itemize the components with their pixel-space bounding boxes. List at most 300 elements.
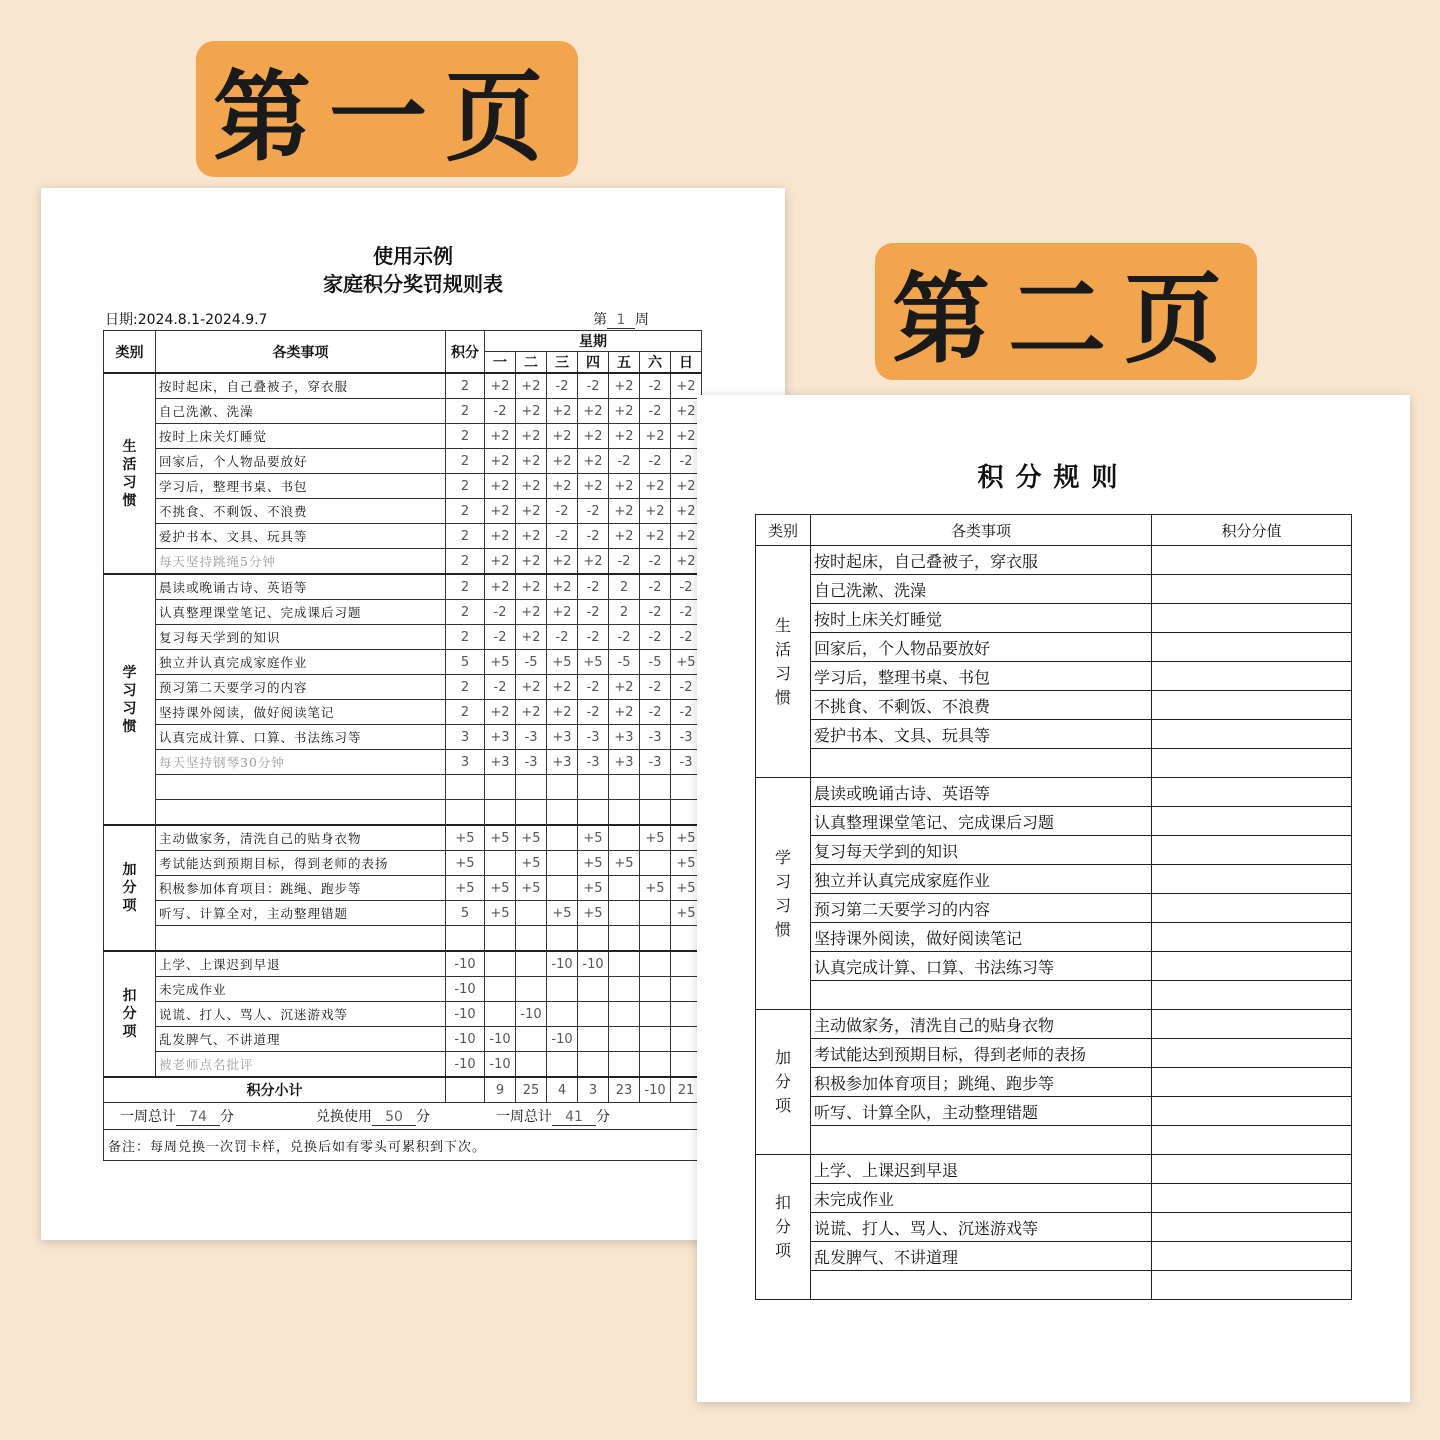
day-score-cell: -2 [640, 600, 671, 625]
score-table [103, 330, 702, 1161]
summary-row [104, 1103, 702, 1130]
rules-row [756, 1097, 1352, 1126]
day-score-cell: +5 [547, 650, 578, 675]
day-score-cell: +2 [609, 424, 640, 449]
day-score-cell: +2 [578, 549, 609, 575]
day-score-cell [609, 1002, 640, 1027]
day-score-cell: +5 [485, 901, 516, 926]
day-score-cell: +2 [485, 700, 516, 725]
points-cell: 3 [446, 725, 485, 750]
item-cell: 听写、计算全对，主动整理错题 [156, 901, 446, 926]
day-score-cell: +5 [578, 650, 609, 675]
rules-value-cell [1152, 1010, 1352, 1039]
day-score-cell: -2 [640, 373, 671, 399]
header-week: 星期 [485, 331, 702, 352]
points-cell: 2 [446, 700, 485, 725]
day-score-cell [516, 775, 547, 800]
day-score-cell: +3 [485, 725, 516, 750]
day-score-cell: -3 [578, 750, 609, 775]
day-score-cell: +2 [640, 424, 671, 449]
points-cell: 2 [446, 424, 485, 449]
day-score-cell: -5 [609, 650, 640, 675]
rules-table [755, 514, 1352, 1300]
points-cell: -10 [446, 977, 485, 1002]
day-score-cell: -2 [485, 399, 516, 424]
rules-row [756, 836, 1352, 865]
day-score-cell [609, 825, 640, 851]
points-cell: 2 [446, 499, 485, 524]
rules-value-cell [1152, 836, 1352, 865]
day-score-cell: +5 [671, 876, 702, 901]
category-label: 加分项 [122, 862, 137, 914]
day-score-cell: +3 [485, 750, 516, 775]
day-score-cell: -3 [640, 725, 671, 750]
item-cell: 积极参加体育项目：跳绳、跑步等 [156, 876, 446, 901]
subtotal-cell: 23 [609, 1077, 640, 1103]
rules-row [756, 633, 1352, 662]
week-total-remaining-unit: 分 [596, 1109, 610, 1125]
summary-cell [104, 1103, 702, 1130]
day-score-cell: +2 [671, 424, 702, 449]
header-day: 一 [485, 352, 516, 374]
item-cell: 按时起床，自己叠被子，穿衣服 [156, 373, 446, 399]
subtotal-points-empty [446, 1077, 485, 1103]
day-score-cell: -5 [640, 650, 671, 675]
points-cell: 5 [446, 901, 485, 926]
rules-item-cell [811, 1126, 1152, 1155]
day-score-cell: -10 [547, 1027, 578, 1052]
day-score-cell [578, 926, 609, 952]
day-score-cell: +2 [671, 549, 702, 575]
rules-value-cell [1152, 981, 1352, 1010]
day-score-cell [547, 876, 578, 901]
day-score-cell: -2 [640, 399, 671, 424]
page1-badge: 第一页 [196, 41, 578, 177]
day-score-cell: +2 [547, 449, 578, 474]
day-score-cell: -10 [547, 951, 578, 977]
day-score-cell: +2 [547, 600, 578, 625]
rules-value-cell [1152, 952, 1352, 981]
day-score-cell: +2 [516, 625, 547, 650]
table-row [104, 926, 702, 952]
redeem-used [316, 1106, 430, 1126]
day-score-cell [609, 1052, 640, 1078]
day-score-cell: -2 [547, 373, 578, 399]
day-score-cell: -2 [640, 574, 671, 600]
day-score-cell: +2 [547, 700, 578, 725]
day-score-cell: -2 [547, 499, 578, 524]
day-score-cell: +2 [516, 499, 547, 524]
table-row [104, 951, 702, 977]
points-cell: 2 [446, 474, 485, 499]
points-cell: 2 [446, 524, 485, 549]
item-cell [156, 775, 446, 800]
item-cell: 复习每天学到的知识 [156, 625, 446, 650]
points-cell: -10 [446, 1002, 485, 1027]
day-score-cell: -5 [516, 650, 547, 675]
rules-row [756, 691, 1352, 720]
day-score-cell: -2 [671, 449, 702, 474]
day-score-cell [578, 977, 609, 1002]
table-row [104, 750, 702, 775]
day-score-cell: -2 [671, 574, 702, 600]
item-cell: 自己洗漱、洗澡 [156, 399, 446, 424]
points-cell: 2 [446, 625, 485, 650]
day-score-cell [640, 775, 671, 800]
day-score-cell: +3 [609, 725, 640, 750]
category-label: 学习习惯 [122, 664, 137, 735]
table-row [104, 424, 702, 449]
points-cell: 2 [446, 449, 485, 474]
rules-row [756, 923, 1352, 952]
day-score-cell: -3 [671, 750, 702, 775]
rules-row [756, 952, 1352, 981]
rules-value-cell [1152, 1271, 1352, 1300]
week-total-remaining-label: 一周总计 [496, 1109, 552, 1125]
day-score-cell: -2 [609, 449, 640, 474]
item-cell: 认真整理课堂笔记、完成课后习题 [156, 600, 446, 625]
day-score-cell [609, 876, 640, 901]
rules-row [756, 604, 1352, 633]
day-score-cell [640, 1052, 671, 1078]
redeem-used-unit: 分 [416, 1109, 430, 1125]
page2-badge: 第二页 [875, 243, 1257, 380]
rules-item-cell: 预习第二天要学习的内容 [811, 894, 1152, 923]
day-score-cell [516, 951, 547, 977]
day-score-cell [516, 800, 547, 826]
rules-value-cell [1152, 778, 1352, 807]
rules-item-cell: 积极参加体育项目；跳绳、跑步等 [811, 1068, 1152, 1097]
rules-value-cell [1152, 1039, 1352, 1068]
subtotal-row [104, 1077, 702, 1103]
week-field [593, 309, 649, 329]
day-score-cell: +2 [516, 700, 547, 725]
rules-item-cell: 按时上床关灯睡觉 [811, 604, 1152, 633]
day-score-cell [516, 1052, 547, 1078]
day-score-cell: +5 [671, 901, 702, 926]
day-score-cell [547, 977, 578, 1002]
rules-item-cell: 未完成作业 [811, 1184, 1152, 1213]
points-cell: -10 [446, 951, 485, 977]
day-score-cell: +2 [609, 373, 640, 399]
day-score-cell: +2 [609, 675, 640, 700]
day-score-cell: -2 [485, 675, 516, 700]
day-score-cell [609, 951, 640, 977]
rules-value-cell [1152, 865, 1352, 894]
day-score-cell: +2 [485, 474, 516, 499]
day-score-cell: +5 [485, 825, 516, 851]
day-score-cell [578, 1052, 609, 1078]
rules-item-cell: 不挑食、不剩饭、不浪费 [811, 691, 1152, 720]
day-score-cell: +2 [609, 399, 640, 424]
table-row [104, 977, 702, 1002]
day-score-cell [516, 977, 547, 1002]
rules-item-cell: 自己洗漱、洗澡 [811, 575, 1152, 604]
page1-sheet [41, 188, 785, 1240]
day-score-cell: +2 [671, 399, 702, 424]
day-score-cell: +5 [485, 876, 516, 901]
header-points: 积分 [446, 331, 485, 374]
day-score-cell: +2 [547, 549, 578, 575]
rules-item-cell: 听写、计算全队，主动整理错题 [811, 1097, 1152, 1126]
day-score-cell: +2 [609, 499, 640, 524]
day-score-cell: -3 [516, 750, 547, 775]
day-score-cell: +2 [547, 574, 578, 600]
day-score-cell: +2 [516, 373, 547, 399]
points-cell: 2 [446, 549, 485, 575]
rules-value-cell [1152, 1184, 1352, 1213]
day-score-cell: +2 [578, 399, 609, 424]
points-cell: 2 [446, 574, 485, 600]
day-score-cell: -3 [640, 750, 671, 775]
points-cell [446, 926, 485, 952]
item-cell: 主动做家务，清洗自己的贴身衣物 [156, 825, 446, 851]
day-score-cell: +5 [640, 825, 671, 851]
day-score-cell: +2 [671, 474, 702, 499]
item-cell: 晨读或晚诵古诗、英语等 [156, 574, 446, 600]
day-score-cell: +5 [516, 825, 547, 851]
day-score-cell: +2 [609, 524, 640, 549]
item-cell: 不挑食、不剩饭、不浪费 [156, 499, 446, 524]
note-row [104, 1130, 702, 1161]
rules-row [756, 1039, 1352, 1068]
subtotal-cell: 9 [485, 1077, 516, 1103]
category-cell [104, 574, 156, 825]
day-score-cell [547, 851, 578, 876]
rules-item-cell: 回家后，个人物品要放好 [811, 633, 1152, 662]
day-score-cell [547, 1052, 578, 1078]
points-cell: +5 [446, 851, 485, 876]
day-score-cell: +2 [547, 424, 578, 449]
rules-item-cell: 上学、上课迟到早退 [811, 1155, 1152, 1184]
rules-item-cell: 学习后，整理书桌、书包 [811, 662, 1152, 691]
day-score-cell: +2 [671, 499, 702, 524]
day-score-cell: -2 [485, 600, 516, 625]
header-day: 四 [578, 352, 609, 374]
week-total-label: 一周总计 [120, 1109, 176, 1125]
day-score-cell: -2 [609, 625, 640, 650]
redeem-used-value: 50 [372, 1109, 416, 1126]
rules-item-cell: 主动做家务，清洗自己的贴身衣物 [811, 1010, 1152, 1039]
day-score-cell: +5 [516, 851, 547, 876]
day-score-cell: +3 [609, 750, 640, 775]
header-day: 二 [516, 352, 547, 374]
week-total-remaining [496, 1106, 610, 1126]
day-score-cell: -2 [578, 499, 609, 524]
day-score-cell: +2 [485, 499, 516, 524]
rules-row [756, 662, 1352, 691]
day-score-cell [516, 901, 547, 926]
rules-item-cell: 乱发脾气、不讲道理 [811, 1242, 1152, 1271]
rules-row [756, 1184, 1352, 1213]
rules-row [756, 981, 1352, 1010]
points-cell: 3 [446, 750, 485, 775]
rules-row [756, 807, 1352, 836]
day-score-cell: +3 [547, 750, 578, 775]
category-cell [104, 951, 156, 1077]
item-cell: 每天坚持钢琴30分钟 [156, 750, 446, 775]
item-cell: 考试能达到预期目标，得到老师的表扬 [156, 851, 446, 876]
category-label: 生活习惯 [122, 438, 137, 509]
table-row [104, 574, 702, 600]
subtotal-label: 积分小计 [104, 1077, 446, 1103]
header-day: 五 [609, 352, 640, 374]
rules-row [756, 1271, 1352, 1300]
day-score-cell: +2 [516, 600, 547, 625]
day-score-cell: -3 [516, 725, 547, 750]
day-score-cell: -2 [547, 625, 578, 650]
day-score-cell [640, 851, 671, 876]
rules-value-cell [1152, 662, 1352, 691]
rules-header-value: 积分分值 [1152, 515, 1352, 546]
day-score-cell [578, 775, 609, 800]
points-cell: 2 [446, 373, 485, 399]
points-cell: 5 [446, 650, 485, 675]
item-cell: 独立并认真完成家庭作业 [156, 650, 446, 675]
rules-row [756, 1126, 1352, 1155]
page1-title-main: 家庭积分奖罚规则表 [323, 272, 503, 296]
table-row [104, 650, 702, 675]
table-row [104, 800, 702, 826]
rules-value-cell [1152, 1155, 1352, 1184]
day-score-cell [609, 926, 640, 952]
rules-row [756, 546, 1352, 575]
day-score-cell [640, 1027, 671, 1052]
day-score-cell: -2 [671, 600, 702, 625]
day-score-cell: -2 [578, 600, 609, 625]
day-score-cell: +2 [640, 524, 671, 549]
day-score-cell [578, 1002, 609, 1027]
item-cell: 说谎、打人、骂人、沉迷游戏等 [156, 1002, 446, 1027]
rules-row [756, 778, 1352, 807]
day-score-cell: +2 [516, 675, 547, 700]
day-score-cell: -3 [671, 725, 702, 750]
item-cell: 上学、上课迟到早退 [156, 951, 446, 977]
header-items: 各类事项 [156, 331, 446, 374]
subtotal-cell: 21 [671, 1077, 702, 1103]
day-score-cell: -2 [547, 524, 578, 549]
table-row [104, 1002, 702, 1027]
day-score-cell [640, 800, 671, 826]
page2-title: 积分规则 [977, 463, 1130, 493]
date-label: 日期: [105, 312, 138, 328]
day-score-cell: -2 [671, 675, 702, 700]
day-score-cell: -2 [640, 700, 671, 725]
rules-row [756, 575, 1352, 604]
points-cell: 2 [446, 600, 485, 625]
rules-value-cell [1152, 1097, 1352, 1126]
table-row [104, 825, 702, 851]
points-cell: -10 [446, 1052, 485, 1078]
day-score-cell: -2 [671, 700, 702, 725]
day-score-cell: +2 [671, 524, 702, 549]
day-score-cell: -2 [485, 625, 516, 650]
rules-category-cell [756, 778, 811, 1010]
table-row [104, 700, 702, 725]
day-score-cell [516, 926, 547, 952]
table-row [104, 499, 702, 524]
day-score-cell: +5 [578, 851, 609, 876]
week-total-unit: 分 [220, 1109, 234, 1125]
item-cell: 预习第二天要学习的内容 [156, 675, 446, 700]
day-score-cell: -2 [609, 549, 640, 575]
item-cell [156, 800, 446, 826]
rules-item-cell: 说谎、打人、骂人、沉迷游戏等 [811, 1213, 1152, 1242]
day-score-cell: +5 [578, 825, 609, 851]
table-row [104, 675, 702, 700]
day-score-cell: +2 [485, 373, 516, 399]
day-score-cell [485, 926, 516, 952]
day-score-cell: +2 [578, 449, 609, 474]
table-row [104, 725, 702, 750]
item-cell: 按时上床关灯睡觉 [156, 424, 446, 449]
day-score-cell [609, 775, 640, 800]
rules-value-cell [1152, 1242, 1352, 1271]
day-score-cell: +5 [578, 901, 609, 926]
day-score-cell: +2 [516, 399, 547, 424]
day-score-cell: +2 [516, 424, 547, 449]
day-score-cell: +5 [609, 851, 640, 876]
day-score-cell: -2 [578, 574, 609, 600]
day-score-cell [640, 926, 671, 952]
rules-category-label: 加分项 [774, 1048, 791, 1115]
day-score-cell: +2 [516, 524, 547, 549]
rules-item-cell [811, 1271, 1152, 1300]
rules-category-label: 生活习惯 [774, 615, 791, 707]
day-score-cell: +2 [640, 474, 671, 499]
table-header-row [104, 331, 702, 352]
day-score-cell [485, 951, 516, 977]
rules-header-row [756, 515, 1352, 546]
rules-item-cell: 独立并认真完成家庭作业 [811, 865, 1152, 894]
day-score-cell: -2 [578, 675, 609, 700]
day-score-cell: +5 [485, 650, 516, 675]
rules-value-cell [1152, 720, 1352, 749]
points-cell: +5 [446, 876, 485, 901]
day-score-cell: -2 [640, 675, 671, 700]
rules-value-cell [1152, 749, 1352, 778]
rules-value-cell [1152, 691, 1352, 720]
item-cell: 未完成作业 [156, 977, 446, 1002]
day-score-cell: +2 [547, 399, 578, 424]
day-score-cell: -2 [640, 625, 671, 650]
rules-row [756, 1242, 1352, 1271]
points-cell [446, 800, 485, 826]
rules-value-cell [1152, 1213, 1352, 1242]
table-row [104, 600, 702, 625]
day-score-cell [547, 1002, 578, 1027]
day-score-cell [609, 800, 640, 826]
rules-item-cell: 按时起床，自己叠被子，穿衣服 [811, 546, 1152, 575]
subtotal-cell: 4 [547, 1077, 578, 1103]
rules-value-cell [1152, 894, 1352, 923]
points-cell [446, 775, 485, 800]
table-row [104, 524, 702, 549]
rules-item-cell: 认真整理课堂笔记、完成课后习题 [811, 807, 1152, 836]
day-score-cell: +2 [516, 574, 547, 600]
table-row [104, 449, 702, 474]
day-score-cell: +2 [485, 524, 516, 549]
day-score-cell [516, 1027, 547, 1052]
item-cell: 学习后，整理书桌、书包 [156, 474, 446, 499]
rules-item-cell: 复习每天学到的知识 [811, 836, 1152, 865]
rules-value-cell [1152, 1126, 1352, 1155]
rules-row [756, 749, 1352, 778]
rules-header-items: 各类事项 [811, 515, 1152, 546]
item-cell: 爱护书本、文具、玩具等 [156, 524, 446, 549]
day-score-cell [578, 1027, 609, 1052]
day-score-cell: 2 [609, 600, 640, 625]
